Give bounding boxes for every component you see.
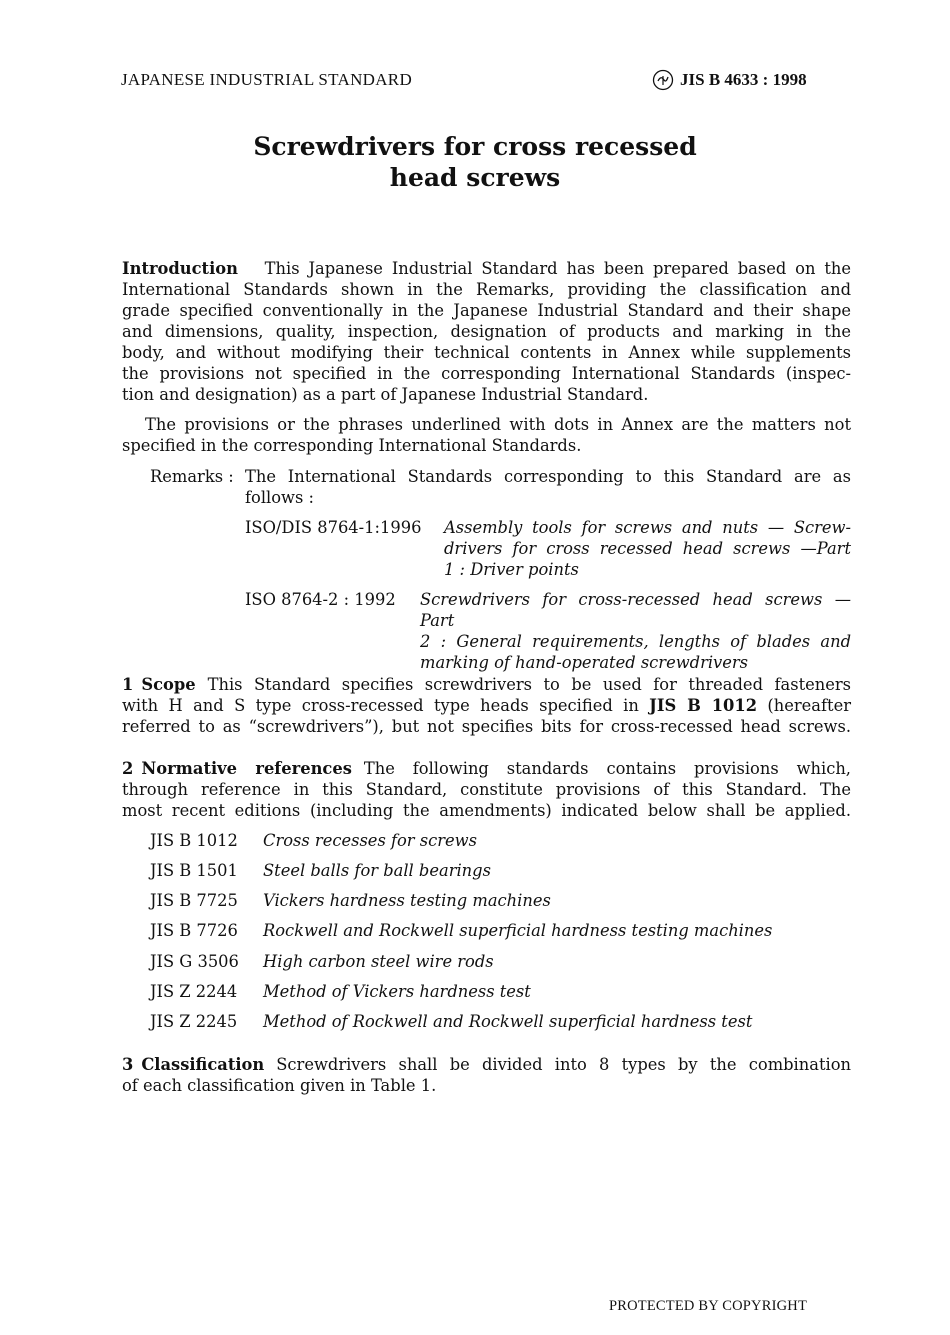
reference-row xyxy=(150,830,477,851)
iso-title-1-line-3: 1 : Driver points xyxy=(444,560,579,579)
reference-code: JIS B 7726 xyxy=(150,921,238,940)
normative-line-2: through reference in this Standard, constitute provisions of this Standard. The xyxy=(122,780,851,799)
reference-row xyxy=(150,981,531,1002)
scope-line-2-post: (hereafter xyxy=(757,696,851,715)
reference-title: Method of Rockwell and Rockwell superficial hardness test xyxy=(263,1012,753,1031)
reference-title: Vickers hardness testing machines xyxy=(263,891,551,910)
normative-line-1: The following standards contains provisions which, xyxy=(363,759,851,778)
intro-para2-line-2: specified in the corresponding International Standards. xyxy=(122,436,582,455)
normative-heading: Normative references xyxy=(141,759,352,778)
iso-title-2-line-1: Screwdrivers for cross-recessed head screws — Part xyxy=(420,590,851,630)
copyright-footer: PROTECTED BY COPYRIGHT xyxy=(609,1298,808,1314)
normative-references-section xyxy=(122,758,851,821)
reference-row xyxy=(150,951,494,972)
document-header-right xyxy=(652,69,807,91)
normative-number: 2 xyxy=(122,759,134,778)
classification-line-2: of each classification given in Table 1. xyxy=(122,1076,437,1095)
intro-line-6: the provisions not specified in the corresponding International Standards (inspec- xyxy=(122,364,851,383)
normative-line-3: most recent editions (including the amendments) indicated below shall be applied. xyxy=(122,801,851,820)
reference-title: High carbon steel wire rods xyxy=(263,952,494,971)
intro-line-4: and dimensions, quality, inspection, designation of products and marking in the xyxy=(122,322,851,341)
remarks-line-2: follows : xyxy=(245,488,314,507)
reference-code: JIS B 1012 xyxy=(150,831,238,850)
classification-section xyxy=(122,1054,851,1096)
iso-title-2-line-3: marking of hand-operated screwdrivers xyxy=(420,653,749,672)
iso-title-2-line-2: 2 : General requirements, lengths of blades and xyxy=(420,632,851,651)
reference-code: JIS Z 2245 xyxy=(150,1012,238,1031)
iso-title-1-line-2: drivers for cross recessed head screws —Part xyxy=(444,539,851,558)
intro-line-3: grade specified conventionally in the Japanese Industrial Standard and their shape xyxy=(122,301,851,320)
reference-row xyxy=(150,890,551,911)
iso-title-1-line-1: Assembly tools for screws and nuts — Screw- xyxy=(444,518,851,537)
intro-line-1: This Japanese Industrial Standard has been prepared based on the xyxy=(264,259,851,278)
reference-code: JIS B 7725 xyxy=(150,891,238,910)
reference-row xyxy=(150,1011,752,1032)
iso-title-2 xyxy=(420,589,851,673)
iso-code-1: ISO/DIS 8764-1:1996 xyxy=(245,518,422,537)
reference-title: Rockwell and Rockwell superficial hardness testing machines xyxy=(263,921,773,940)
page-title xyxy=(0,131,950,193)
scope-line-1: This Standard specifies screwdrivers to be used for threaded fasteners xyxy=(207,675,851,694)
reference-title: Steel balls for ball bearings xyxy=(263,861,491,880)
reference-row xyxy=(150,920,772,941)
iso-code-2: ISO 8764-2 : 1992 xyxy=(245,590,396,609)
intro-para2-line-1: The provisions or the phrases underlined with dots in Annex are the matters not xyxy=(145,415,851,434)
reference-code: JIS B 1501 xyxy=(150,861,238,880)
iso-title-1 xyxy=(444,517,851,580)
scope-section xyxy=(122,674,851,737)
remarks-line-1: The International Standards corresponding to this Standard are as xyxy=(245,467,851,486)
jis-mark-icon xyxy=(652,69,674,91)
classification-number: 3 xyxy=(122,1055,134,1074)
scope-line-2-pre: with H and S type cross-recessed type heads specified in xyxy=(122,696,650,715)
reference-code: JIS G 3506 xyxy=(150,952,239,971)
reference-code: JIS Z 2244 xyxy=(150,982,238,1001)
reference-title: Method of Vickers hardness test xyxy=(263,982,531,1001)
intro-line-5: body, and without modifying their technical contents in Annex while supplements xyxy=(122,343,851,362)
reference-row xyxy=(150,860,491,881)
intro-line-7: tion and designation) as a part of Japanese Industrial Standard. xyxy=(122,385,649,404)
document-header-left: JAPANESE INDUSTRIAL STANDARD xyxy=(121,70,413,89)
introduction-heading: Introduction xyxy=(122,259,238,278)
remarks-text xyxy=(245,466,851,508)
intro-line-2: International Standards shown in the Remarks, providing the classification and xyxy=(122,280,851,299)
standard-number: JIS B 4633 : 1998 xyxy=(680,70,807,89)
title-line-1: Screwdrivers for cross recessed xyxy=(253,132,697,161)
jis-b-1012-reference: JIS B 1012 xyxy=(649,696,758,715)
scope-number: 1 xyxy=(122,675,134,694)
classification-heading: Classification xyxy=(141,1055,265,1074)
classification-line-1: Screwdrivers shall be divided into 8 types by the combination xyxy=(276,1055,851,1074)
intro-paragraph-2 xyxy=(122,414,851,456)
introduction-paragraph xyxy=(122,258,851,405)
title-line-2: head screws xyxy=(389,163,561,192)
scope-heading: Scope xyxy=(141,675,196,694)
reference-title: Cross recesses for screws xyxy=(263,831,477,850)
scope-line-3: referred to as “screwdrivers”), but not specifies bits for cross-recessed head screws. xyxy=(122,717,851,736)
remarks-label: Remarks : xyxy=(150,467,234,486)
scope-line-2 xyxy=(122,695,851,716)
